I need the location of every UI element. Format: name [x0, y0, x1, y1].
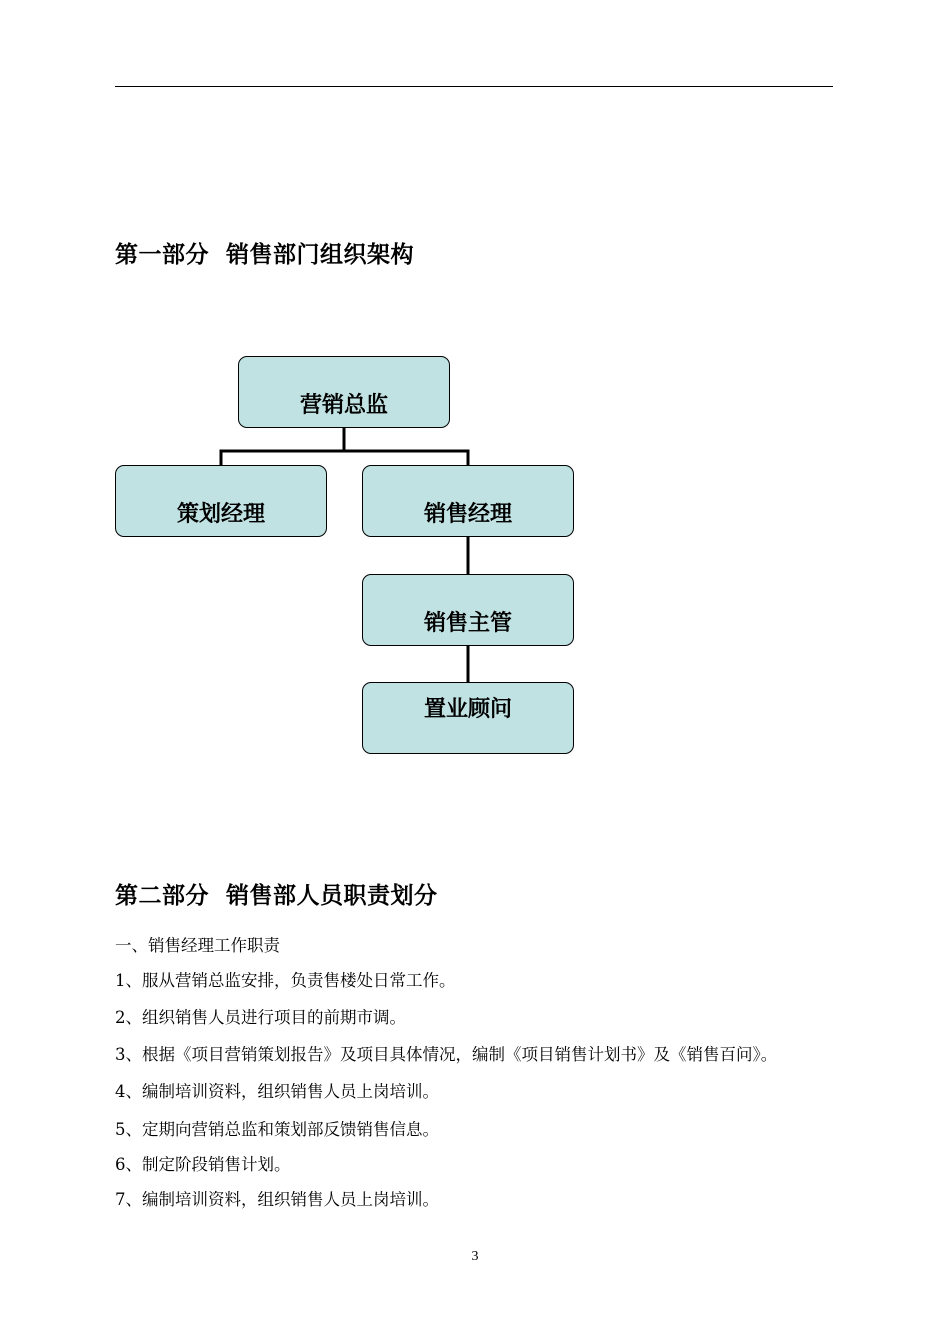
section-2-heading: 第二部分 销售部人员职责划分 [115, 883, 438, 909]
section-1-heading: 第一部分 销售部门组织架构 [115, 242, 415, 268]
org-box-property-consultant [362, 682, 574, 754]
org-box-sales-supervisor [362, 574, 574, 646]
org-box-sales-manager [362, 465, 574, 537]
duty-item-5: 5、定期向营销总监和策划部反馈销售信息。 [115, 1120, 439, 1139]
org-box-director-label: 营销总监 [299, 393, 388, 418]
org-box-planning-manager-label: 策划经理 [176, 502, 265, 527]
org-box-sales-manager-label: 销售经理 [423, 502, 512, 527]
page-number: 3 [471, 1249, 479, 1264]
duty-item-4: 4、编制培训资料，组织销售人员上岗培训。 [115, 1082, 439, 1101]
org-box-sales-supervisor-label: 销售主管 [423, 611, 512, 636]
org-box-planning-manager [115, 465, 327, 537]
org-box-director [238, 356, 450, 428]
duty-item-6: 6、制定阶段销售计划。 [115, 1155, 291, 1174]
org-box-property-consultant-label: 置业顾问 [423, 697, 512, 722]
duty-item-7: 7、编制培训资料，组织销售人员上岗培训。 [115, 1190, 439, 1209]
duty-item-1: 1、服从营销总监安排，负责售楼处日常工作。 [115, 971, 456, 990]
duty-item-3: 3、根据《项目营销策划报告》及项目具体情况，编制《项目销售计划书》及《销售百问》。 [115, 1045, 778, 1064]
duty-item-2: 2、组织销售人员进行项目的前期市调。 [115, 1008, 406, 1027]
duties-subheading: 一、销售经理工作职责 [115, 936, 280, 955]
